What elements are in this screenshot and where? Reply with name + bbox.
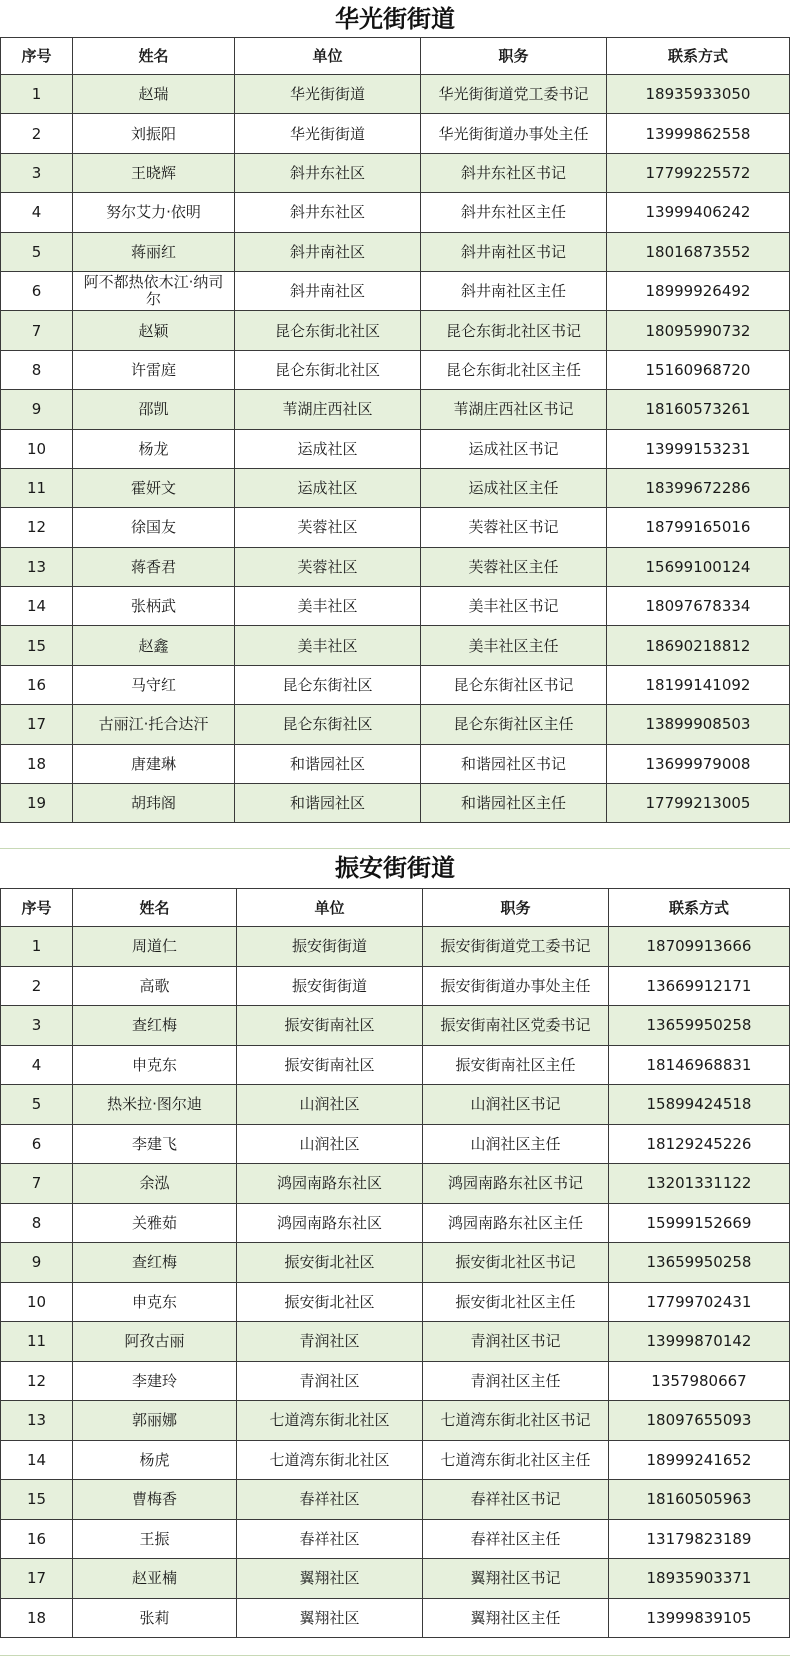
row-unit: 振安街街道 <box>237 966 423 1006</box>
table-row <box>1 966 790 1006</box>
row-position: 华光街街道办事处主任 <box>421 114 607 153</box>
row-phone: 18097678334 <box>607 587 790 626</box>
row-unit: 青润社区 <box>237 1361 423 1401</box>
row-position: 七道湾东街北社区书记 <box>423 1401 609 1441</box>
row-position: 翼翔社区书记 <box>423 1559 609 1599</box>
row-name: 申克东 <box>73 1282 237 1322</box>
row-unit: 振安街北社区 <box>237 1282 423 1322</box>
row-unit: 振安街街道 <box>237 927 423 967</box>
table-row <box>1 1480 790 1520</box>
row-index: 3 <box>1 1006 73 1046</box>
row-position: 春祥社区主任 <box>423 1519 609 1559</box>
row-phone: 13669912171 <box>609 966 790 1006</box>
row-name: 王晓辉 <box>73 153 235 192</box>
row-unit: 美丰社区 <box>235 587 421 626</box>
row-name: 阿孜古丽 <box>73 1322 237 1362</box>
row-position: 苇湖庄西社区书记 <box>421 390 607 429</box>
row-name: 努尔艾力·依明 <box>73 193 235 232</box>
row-phone: 13699979008 <box>607 744 790 783</box>
table-row <box>1 587 790 626</box>
row-name: 徐国友 <box>73 508 235 547</box>
table-row <box>1 1124 790 1164</box>
row-phone: 13999406242 <box>607 193 790 232</box>
table-row <box>1 1164 790 1204</box>
row-phone: 13179823189 <box>609 1519 790 1559</box>
row-name: 郭丽娜 <box>73 1401 237 1441</box>
row-name: 李建玲 <box>73 1361 237 1401</box>
table-row <box>1 350 790 389</box>
row-index: 12 <box>1 508 73 547</box>
row-index: 3 <box>1 153 73 192</box>
table-row <box>1 1361 790 1401</box>
row-index: 16 <box>1 665 73 704</box>
table-row <box>1 114 790 153</box>
row-phone: 15160968720 <box>607 350 790 389</box>
table-row <box>1 744 790 783</box>
row-index: 7 <box>1 1164 73 1204</box>
row-phone: 1357980667 <box>609 1361 790 1401</box>
row-unit: 翼翔社区 <box>237 1559 423 1599</box>
row-name: 查红梅 <box>73 1006 237 1046</box>
row-position: 山润社区主任 <box>423 1124 609 1164</box>
table-row <box>1 1559 790 1599</box>
row-name: 曹梅香 <box>73 1480 237 1520</box>
row-name: 杨虎 <box>73 1440 237 1480</box>
row-index: 2 <box>1 966 73 1006</box>
table-row <box>1 232 790 271</box>
row-index: 10 <box>1 429 73 468</box>
table-row <box>1 705 790 744</box>
row-name: 刘振阳 <box>73 114 235 153</box>
row-index: 5 <box>1 232 73 271</box>
table-row <box>1 784 790 823</box>
row-name: 李建飞 <box>73 1124 237 1164</box>
row-position: 七道湾东街北社区主任 <box>423 1440 609 1480</box>
table-row <box>1 1440 790 1480</box>
row-name: 申克东 <box>73 1045 237 1085</box>
row-name: 张柄武 <box>73 587 235 626</box>
row-position: 斜井南社区书记 <box>421 232 607 271</box>
table-row <box>1 75 790 114</box>
row-phone: 13659950258 <box>609 1243 790 1283</box>
row-phone: 18399672286 <box>607 468 790 507</box>
row-name: 赵瑞 <box>73 75 235 114</box>
row-phone: 18999926492 <box>607 271 790 310</box>
section-title-huaguangjie: 华光街街道 <box>335 5 455 33</box>
row-name: 余泓 <box>73 1164 237 1204</box>
row-position: 斜井南社区主任 <box>421 271 607 310</box>
row-position: 山润社区书记 <box>423 1085 609 1125</box>
row-name: 赵鑫 <box>73 626 235 665</box>
row-position: 和谐园社区书记 <box>421 744 607 783</box>
table-row <box>1 311 790 350</box>
row-position: 振安街街道党工委书记 <box>423 927 609 967</box>
row-unit: 青润社区 <box>237 1322 423 1362</box>
row-name: 蒋丽红 <box>73 232 235 271</box>
row-index: 18 <box>1 744 73 783</box>
table-row <box>1 1006 790 1046</box>
row-phone: 18799165016 <box>607 508 790 547</box>
table-body <box>1 927 790 1638</box>
header-position: 职务 <box>421 38 607 75</box>
header-position: 职务 <box>423 889 609 927</box>
row-name: 阿不都热依木江·纳司尔 <box>73 271 235 310</box>
row-phone: 18709913666 <box>609 927 790 967</box>
row-phone: 18999241652 <box>609 1440 790 1480</box>
row-name: 赵亚楠 <box>73 1559 237 1599</box>
row-name: 查红梅 <box>73 1243 237 1283</box>
row-unit: 振安街南社区 <box>237 1006 423 1046</box>
table-row <box>1 1401 790 1441</box>
row-unit: 山润社区 <box>237 1085 423 1125</box>
row-unit: 昆仑东街社区 <box>235 665 421 704</box>
row-unit: 美丰社区 <box>235 626 421 665</box>
table-row <box>1 1045 790 1085</box>
contact-table-huaguangjie <box>0 37 790 823</box>
row-position: 青润社区书记 <box>423 1322 609 1362</box>
table-row <box>1 1085 790 1125</box>
header-name: 姓名 <box>73 889 237 927</box>
row-position: 翼翔社区主任 <box>423 1598 609 1638</box>
row-index: 18 <box>1 1598 73 1638</box>
row-index: 10 <box>1 1282 73 1322</box>
row-index: 2 <box>1 114 73 153</box>
row-unit: 斜井南社区 <box>235 271 421 310</box>
row-position: 运成社区主任 <box>421 468 607 507</box>
row-phone: 18146968831 <box>609 1045 790 1085</box>
row-phone: 18160573261 <box>607 390 790 429</box>
row-position: 和谐园社区主任 <box>421 784 607 823</box>
row-unit: 昆仑东街北社区 <box>235 350 421 389</box>
row-unit: 斜井东社区 <box>235 193 421 232</box>
row-phone: 13201331122 <box>609 1164 790 1204</box>
row-index: 9 <box>1 1243 73 1283</box>
row-phone: 18095990732 <box>607 311 790 350</box>
table-row <box>1 665 790 704</box>
row-position: 振安街南社区党委书记 <box>423 1006 609 1046</box>
row-index: 12 <box>1 1361 73 1401</box>
row-position: 昆仑东街北社区主任 <box>421 350 607 389</box>
row-phone: 18199141092 <box>607 665 790 704</box>
row-unit: 苇湖庄西社区 <box>235 390 421 429</box>
row-unit: 和谐园社区 <box>235 784 421 823</box>
row-unit: 振安街北社区 <box>237 1243 423 1283</box>
table-row <box>1 508 790 547</box>
row-name: 王振 <box>73 1519 237 1559</box>
row-index: 15 <box>1 1480 73 1520</box>
row-phone: 18129245226 <box>609 1124 790 1164</box>
row-phone: 13999153231 <box>607 429 790 468</box>
row-unit: 鸿园南路东社区 <box>237 1164 423 1204</box>
row-unit: 春祥社区 <box>237 1480 423 1520</box>
table-row <box>1 271 790 310</box>
table-row <box>1 193 790 232</box>
row-name: 杨龙 <box>73 429 235 468</box>
row-unit: 华光街街道 <box>235 75 421 114</box>
header-contact: 联系方式 <box>607 38 790 75</box>
row-phone: 15999152669 <box>609 1203 790 1243</box>
row-index: 8 <box>1 1203 73 1243</box>
row-index: 4 <box>1 1045 73 1085</box>
row-index: 14 <box>1 587 73 626</box>
row-phone: 15699100124 <box>607 547 790 586</box>
header-unit: 单位 <box>235 38 421 75</box>
row-unit: 山润社区 <box>237 1124 423 1164</box>
row-index: 1 <box>1 927 73 967</box>
table-row <box>1 1322 790 1362</box>
row-phone: 18690218812 <box>607 626 790 665</box>
table-row <box>1 626 790 665</box>
row-position: 美丰社区书记 <box>421 587 607 626</box>
row-name: 许雷庭 <box>73 350 235 389</box>
row-name: 赵颖 <box>73 311 235 350</box>
row-name: 马守红 <box>73 665 235 704</box>
row-unit: 斜井东社区 <box>235 153 421 192</box>
row-unit: 芙蓉社区 <box>235 508 421 547</box>
row-position: 芙蓉社区书记 <box>421 508 607 547</box>
row-index: 8 <box>1 350 73 389</box>
table-row <box>1 1598 790 1638</box>
header-index: 序号 <box>1 38 73 75</box>
row-index: 6 <box>1 1124 73 1164</box>
row-name: 张莉 <box>73 1598 237 1638</box>
row-position: 振安街北社区书记 <box>423 1243 609 1283</box>
row-position: 斜井东社区主任 <box>421 193 607 232</box>
row-unit: 芙蓉社区 <box>235 547 421 586</box>
row-unit: 运成社区 <box>235 468 421 507</box>
row-phone: 18935933050 <box>607 75 790 114</box>
row-unit: 鸿园南路东社区 <box>237 1203 423 1243</box>
row-unit: 华光街街道 <box>235 114 421 153</box>
row-position: 青润社区主任 <box>423 1361 609 1401</box>
row-index: 5 <box>1 1085 73 1125</box>
row-name: 周道仁 <box>73 927 237 967</box>
row-phone: 13899908503 <box>607 705 790 744</box>
table-row <box>1 1243 790 1283</box>
row-index: 11 <box>1 468 73 507</box>
row-position: 华光街街道党工委书记 <box>421 75 607 114</box>
row-index: 9 <box>1 390 73 429</box>
row-unit: 春祥社区 <box>237 1519 423 1559</box>
row-position: 振安街北社区主任 <box>423 1282 609 1322</box>
row-index: 17 <box>1 1559 73 1599</box>
row-phone: 13999870142 <box>609 1322 790 1362</box>
table-row <box>1 468 790 507</box>
section-divider-bottom <box>0 1655 790 1656</box>
table-row <box>1 1282 790 1322</box>
row-position: 昆仑东街北社区书记 <box>421 311 607 350</box>
row-index: 17 <box>1 705 73 744</box>
row-index: 14 <box>1 1440 73 1480</box>
row-unit: 七道湾东街北社区 <box>237 1401 423 1441</box>
header-index: 序号 <box>1 889 73 927</box>
row-name: 霍妍文 <box>73 468 235 507</box>
row-phone: 18160505963 <box>609 1480 790 1520</box>
row-position: 春祥社区书记 <box>423 1480 609 1520</box>
row-name: 古丽江·托合达汗 <box>73 705 235 744</box>
row-index: 11 <box>1 1322 73 1362</box>
row-phone: 17799702431 <box>609 1282 790 1322</box>
row-index: 16 <box>1 1519 73 1559</box>
row-name: 热米拉·图尔迪 <box>73 1085 237 1125</box>
contact-table-zhenanjie <box>0 888 790 1638</box>
row-position: 斜井东社区书记 <box>421 153 607 192</box>
row-unit: 七道湾东街北社区 <box>237 1440 423 1480</box>
row-phone: 13999839105 <box>609 1598 790 1638</box>
row-unit: 昆仑东街社区 <box>235 705 421 744</box>
row-index: 7 <box>1 311 73 350</box>
row-index: 13 <box>1 1401 73 1441</box>
row-unit: 运成社区 <box>235 429 421 468</box>
row-position: 美丰社区主任 <box>421 626 607 665</box>
header-name: 姓名 <box>73 38 235 75</box>
row-unit: 昆仑东街北社区 <box>235 311 421 350</box>
row-position: 振安街街道办事处主任 <box>423 966 609 1006</box>
header-contact: 联系方式 <box>609 889 790 927</box>
row-phone: 13999862558 <box>607 114 790 153</box>
row-position: 鸿园南路东社区书记 <box>423 1164 609 1204</box>
row-phone: 15899424518 <box>609 1085 790 1125</box>
table-row <box>1 547 790 586</box>
table-row <box>1 1203 790 1243</box>
row-index: 15 <box>1 626 73 665</box>
table-body <box>1 75 790 823</box>
row-unit: 翼翔社区 <box>237 1598 423 1638</box>
header-unit: 单位 <box>237 889 423 927</box>
row-phone: 18935903371 <box>609 1559 790 1599</box>
row-name: 关雅茹 <box>73 1203 237 1243</box>
row-phone: 18097655093 <box>609 1401 790 1441</box>
row-index: 1 <box>1 75 73 114</box>
table-row <box>1 390 790 429</box>
row-name: 唐建琳 <box>73 744 235 783</box>
row-position: 鸿园南路东社区主任 <box>423 1203 609 1243</box>
section-title-zhenanjie: 振安街街道 <box>335 854 455 882</box>
table-header-row <box>1 38 790 75</box>
row-name: 蒋香君 <box>73 547 235 586</box>
row-position: 芙蓉社区主任 <box>421 547 607 586</box>
row-index: 6 <box>1 271 73 310</box>
row-position: 运成社区书记 <box>421 429 607 468</box>
row-name: 邵凯 <box>73 390 235 429</box>
row-phone: 18016873552 <box>607 232 790 271</box>
row-position: 昆仑东街社区主任 <box>421 705 607 744</box>
row-phone: 13659950258 <box>609 1006 790 1046</box>
table-header-row <box>1 889 790 927</box>
row-index: 13 <box>1 547 73 586</box>
row-unit: 和谐园社区 <box>235 744 421 783</box>
table-row <box>1 1519 790 1559</box>
row-index: 19 <box>1 784 73 823</box>
row-unit: 斜井南社区 <box>235 232 421 271</box>
row-position: 昆仑东街社区书记 <box>421 665 607 704</box>
row-name: 胡玮阁 <box>73 784 235 823</box>
row-unit: 振安街南社区 <box>237 1045 423 1085</box>
row-index: 4 <box>1 193 73 232</box>
row-name: 高歌 <box>73 966 237 1006</box>
table-row <box>1 153 790 192</box>
row-phone: 17799225572 <box>607 153 790 192</box>
row-position: 振安街南社区主任 <box>423 1045 609 1085</box>
row-phone: 17799213005 <box>607 784 790 823</box>
table-row <box>1 927 790 967</box>
table-row <box>1 429 790 468</box>
